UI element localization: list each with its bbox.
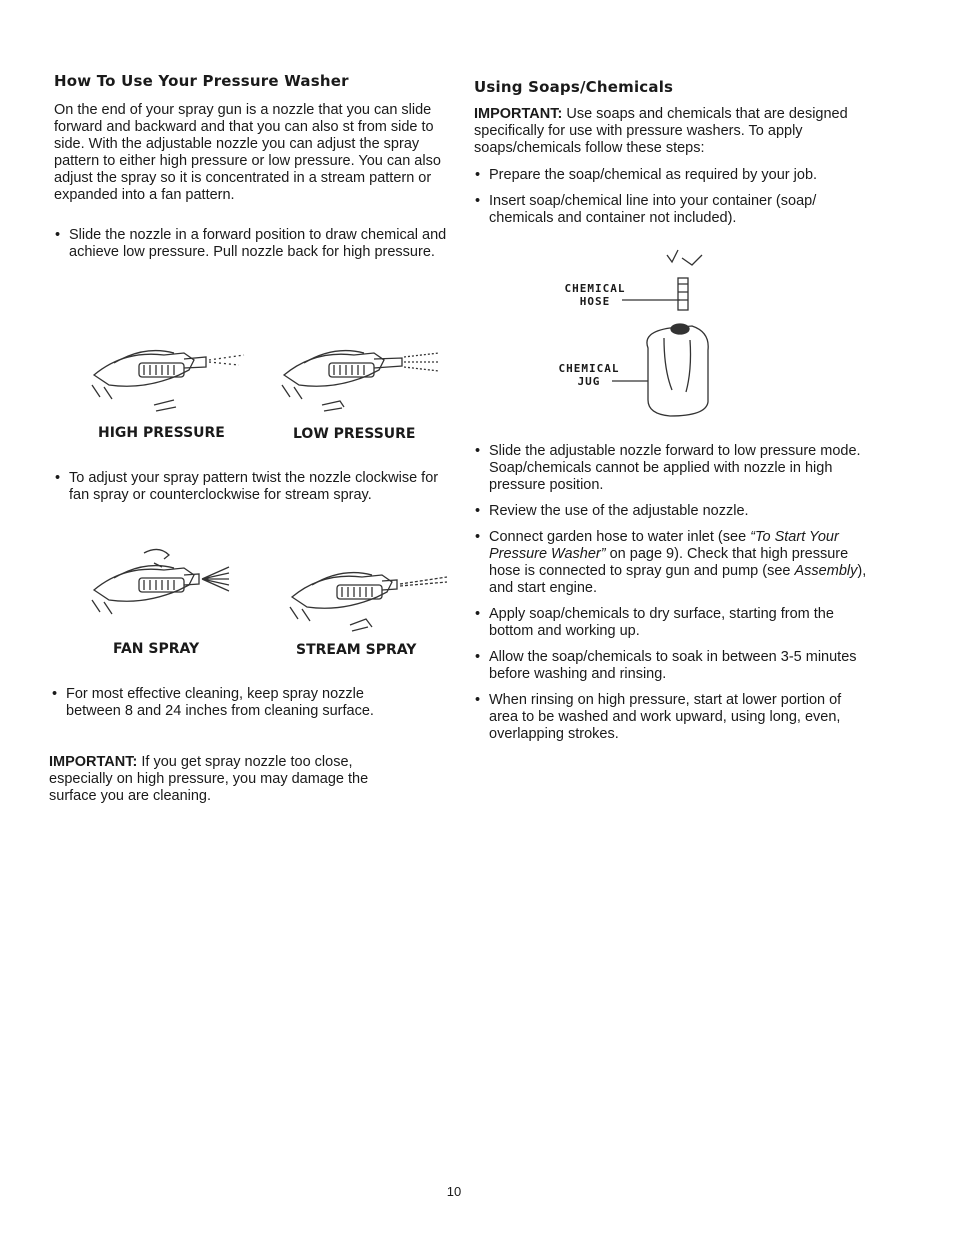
connect-hose-text-2: on page 9). Check that high pressure hose is connected to spray gun and pump (see	[489, 546, 849, 579]
bullet-nozzle-position: • Slide the nozzle in a forward position to draw chemical and achieve low pressure. Pull nozzle back for high pressure.	[54, 227, 454, 261]
section-heading-soaps: Using Soaps/Chemicals	[474, 78, 674, 96]
hand-sketch	[667, 250, 702, 265]
important-text-left: If you get spray nozzle too close, especially on high pressure, you may damage the surface you are cleaning.	[49, 754, 369, 804]
section-heading-pressure-washer: How To Use Your Pressure Washer	[54, 72, 349, 90]
assembly-ref: Assembly	[794, 563, 858, 579]
caption-stream-spray: STREAM SPRAY	[296, 642, 417, 658]
bullet-connect-hose	[474, 529, 872, 597]
bullet-list-soaps-top	[474, 167, 874, 227]
label-chemical-jug	[553, 362, 625, 388]
label-hose-line2: HOSE	[579, 295, 611, 308]
important-label-left: IMPORTANT:	[49, 754, 138, 770]
left-column	[54, 72, 454, 261]
caption-low-pressure: LOW PRESSURE	[293, 426, 416, 442]
spray-pattern-illustrations	[84, 545, 454, 640]
intro-paragraph: On the end of your spray gun is a nozzle that you can slide forward and backward and that you can also st from side to side. With the adjustable nozzle you can adjust the spray pattern to either high pressure or low pressure. You can also adjust the spray so it is concentrated in a stream pattern or expanded into a fan pattern.	[54, 102, 441, 203]
bullet-list-soaps-bottom	[474, 443, 872, 743]
bullet-list-1	[54, 227, 454, 261]
connect-hose-text-1: Connect garden hose to water inlet (see	[489, 529, 751, 545]
bullet-list-2	[54, 470, 454, 504]
connect-hose-ref: “To Start Your Pressure Washer”	[489, 529, 839, 562]
bullet-list-3	[51, 686, 411, 720]
chemical-hose	[678, 278, 688, 310]
bullet-rinsing: • When rinsing on high pressure, start at lower portion of area to be washed and work upward, using long, even, overlapping strokes.	[474, 692, 872, 743]
caption-fan-spray: FAN SPRAY	[113, 641, 200, 657]
label-chemical-hose	[559, 282, 631, 308]
jug-body	[647, 326, 708, 416]
label-jug-line1: CHEMICAL	[558, 362, 620, 375]
bullet-insert-line: • Insert soap/chemical line into your container (soap/ chemicals and container not included).	[474, 193, 874, 227]
important-note-left	[49, 754, 409, 805]
high-pressure-illustration	[92, 351, 244, 411]
label-jug-line2: JUG	[577, 375, 601, 388]
bullet-cleaning-distance: • For most effective cleaning, keep spray nozzle between 8 and 24 inches from cleaning surface.	[51, 686, 411, 720]
page-number: 10	[446, 1184, 462, 1199]
fan-spray-illustration	[92, 549, 229, 614]
chemical-jug-illustration	[552, 240, 732, 420]
bullet-apply-soap: • Apply soap/chemicals to dry surface, starting from the bottom and working up.	[474, 606, 872, 640]
low-pressure-illustration	[282, 351, 439, 411]
bullet-slide-nozzle: • Slide the adjustable nozzle forward to low pressure mode. Soap/chemicals cannot be applied with nozzle in high pressure position.	[474, 443, 872, 494]
stream-spray-illustration	[290, 573, 447, 631]
bullet-spray-pattern: • To adjust your spray pattern twist the nozzle clockwise for fan spray or counterclockwise for stream spray.	[54, 470, 454, 504]
connect-hose-text-3: ), and start engine.	[489, 563, 867, 596]
pressure-nozzle-illustrations	[84, 335, 444, 425]
right-column	[474, 78, 874, 227]
important-text-right: Use soaps and chemicals that are designed specifically for use with pressure washers. To apply soaps/chemicals follow these steps:	[474, 106, 848, 156]
bullet-prepare-soap: • Prepare the soap/chemical as required by your job.	[474, 167, 874, 184]
important-label-right: IMPORTANT:	[474, 106, 563, 122]
caption-high-pressure: HIGH PRESSURE	[98, 425, 225, 441]
bullet-soak: • Allow the soap/chemicals to soak in between 3-5 minutes before washing and rinsing.	[474, 649, 872, 683]
bullet-review-nozzle: • Review the use of the adjustable nozzle.	[474, 503, 872, 520]
label-hose-line1: CHEMICAL	[564, 282, 626, 295]
